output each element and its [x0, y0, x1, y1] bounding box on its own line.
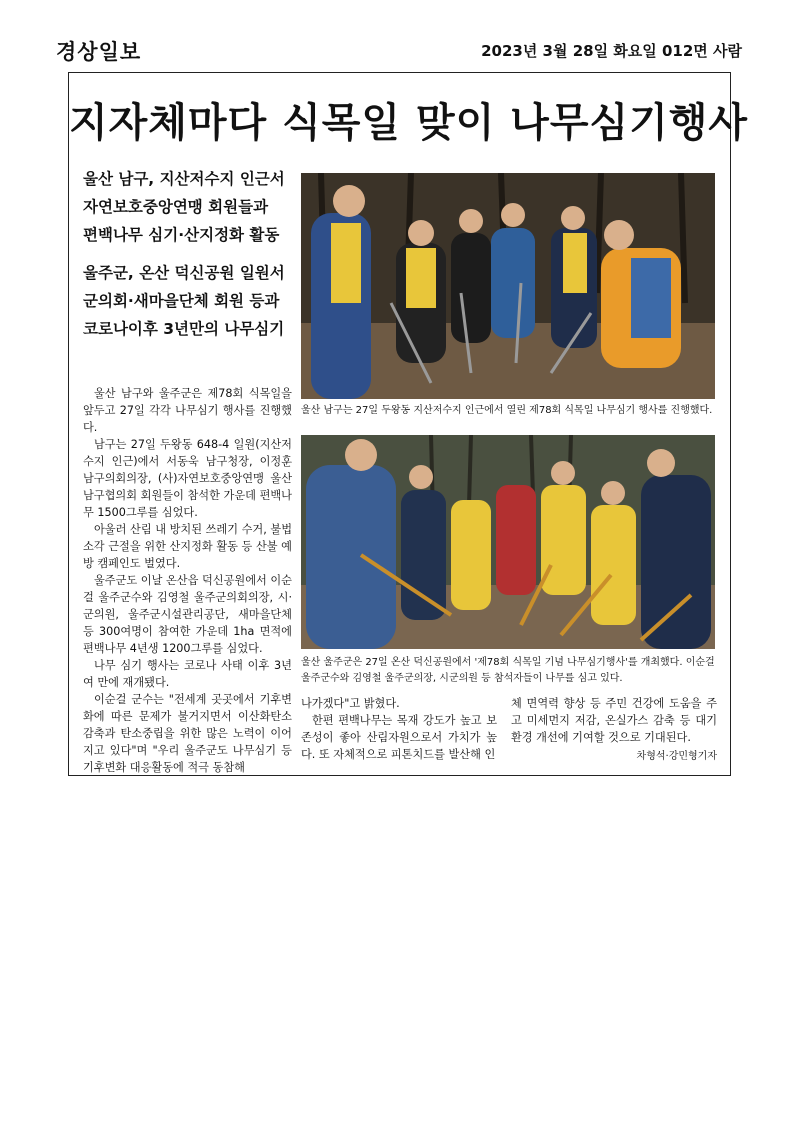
photo-caption-1: 울산 남구는 27일 두왕동 지산저수지 인근에서 열린 제78회 식목일 나무심기 행사를 진행했다.: [301, 405, 713, 416]
subheadline-1: [83, 165, 293, 249]
article-frame: [68, 72, 749, 776]
deck-line: 울산 남구, 지산저수지 인근서: [83, 170, 285, 188]
deck-line: 편백나무 심기·산지정화 활동: [83, 226, 280, 244]
paragraph: 한편 편백나무는 목재 강도가 높고 보존성이 좋아 산림자원으로서 가치가 높다. 또 자체적으로 피톤치드를 발산해 인: [301, 714, 497, 761]
paragraph: 남구는 27일 두왕동 648-4 일원(지산저수지 인근)에서 서동욱 남구청장, 이정훈 남구의회의장, (사)자연보호중앙연맹 울산남구협의회 회원들이 참석한 가운데 편백나무 1500그루를 심었다.: [83, 438, 292, 519]
paragraph: 나가겠다"고 밝혔다.: [301, 697, 400, 710]
deck-line: 자연보호중앙연맹 회원들과: [83, 198, 269, 216]
body-column-3: [511, 695, 717, 765]
dateline: 2023년 3월 28일 화요일 012면 사람: [481, 42, 742, 60]
body-column-2: [301, 695, 497, 763]
paragraph: 체 면역력 향상 등 주민 건강에 도움을 주고 미세먼지 저감, 온실가스 감축 등 대기 환경 개선에 기여할 것으로 기대된다.: [511, 697, 717, 744]
masthead: 경상일보: [56, 40, 142, 64]
photo-namgu-tree-planting: [301, 173, 715, 399]
body-column-1: [83, 385, 292, 776]
photo-uljugun-tree-planting: [301, 435, 715, 649]
headline: 지자체마다 식목일 맞이 나무심기행사: [69, 100, 749, 146]
deck-line: 코로나이후 3년만의 나무심기: [83, 320, 285, 338]
deck-line: 울주군, 온산 덕신공원 일원서: [83, 264, 285, 282]
paragraph: 아울러 산림 내 방치된 쓰레기 수거, 불법 소각 근절을 위한 산지정화 활동 등 산불 예방 캠페인도 벌였다.: [83, 523, 292, 570]
paragraph: 나무 심기 행사는 코로나 사태 이후 3년 여 만에 재개됐다.: [83, 659, 292, 689]
paragraph: 울주군도 이날 온산읍 덕신공원에서 이순걸 울주군수와 김영철 울주군의회의장, 시·군의원, 울주군시설관리공단, 새마을단체 등 300여명이 참여한 가운데 1ha 면적에 편백나무 4년생 1200그루를 심었다.: [83, 574, 292, 655]
deck-line: 군의회·새마을단체 회원 등과: [83, 292, 280, 310]
subheadline-2: [83, 259, 293, 343]
photo-caption-2: 울산 울주군은 27일 온산 덕신공원에서 '제78회 식목일 기념 나무심기행사'를 개최했다. 이순걸 울주군수와 김영철 울주군의장, 시군의원 등 참석자들이 나무를 심고 있다.: [301, 657, 715, 684]
paragraph: 울산 남구와 울주군은 제78회 식목일을 앞두고 27일 각각 나무심기 행사를 진행했다.: [83, 387, 292, 434]
byline: 차형석·강민형기자: [636, 751, 717, 762]
paragraph: 이순걸 군수는 "전세계 곳곳에서 기후변화에 따른 문제가 불거지면서 이산화탄소 감축과 탄소중립을 위한 많은 노력이 이어지고 있다"며 "우리 울주군도 나무심기 등 기후변화 대응활동에 적극 동참해: [83, 693, 292, 774]
